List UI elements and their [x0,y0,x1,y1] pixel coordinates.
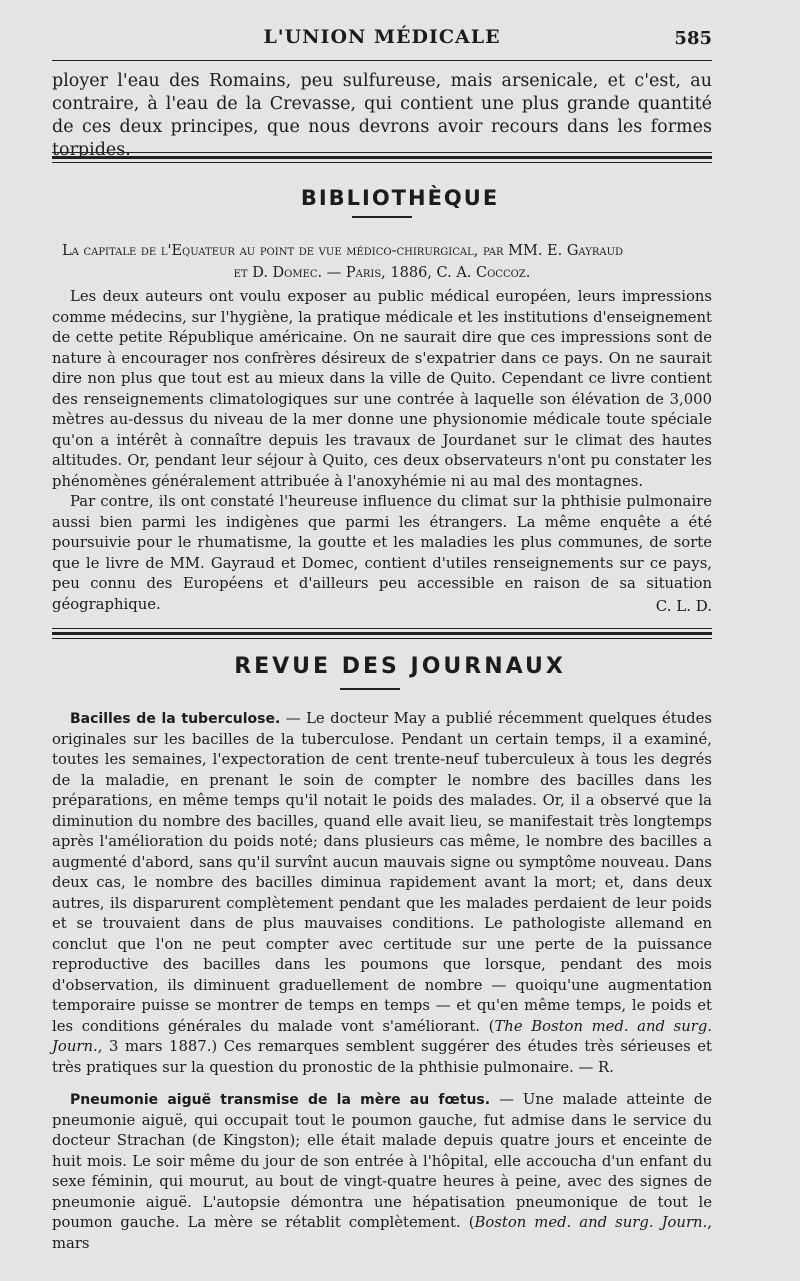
revue-heading-underline [340,688,400,690]
article-bacilles [52,709,712,1078]
bibliotheque-paragraph-2: Par contre, ils ont constaté l'heureuse influence du climat sur la phthisie pulmonaire aussi bien parmi les indigènes que parmi les étrangers. La même enquête a été poursuivie pour le rhumatisme, la goutte et les maladies les plus communes, de sorte que le livre de MM. Gayraud et Domec, contient d'utiles renseignements sur ce pays, peu connu des Européens et d'ailleurs peu accessible en raison de sa situation géographique. [52,493,712,613]
section-divider-bottom [52,162,712,163]
bibliotheque-paragraph-1: Les deux auteurs ont voulu exposer au public médical européen, leurs impressions comme médecins, sur l'hygiène, la pratique médicale et les institutions d'enseignement de cette petite République américaine. On ne saurait dire que ces impressions sont de nature à encourager nos confrères désireux de s'expatrier dans ce pays. On ne saurait dire non plus que tout est au mieux dans la ville de Quito. Cependant ce livre contient des renseignements climatologiques sur une contrée à laquelle son élévation de 3,000 mètres au-dessus du niveau de la mer donne une physionomie médicale toute spéciale qu'on a intérêt à connaître depuis les travaux de Jourdanet sur le climat des hautes altitudes. Or, pendant leur séjour à Quito, ces deux observateurs n'ont pu constater les phénomènes généralement attribuée à l'anoxyhémie ni au mal des montagnes. [52,288,712,490]
book-reference [52,240,712,284]
book-reference-line2: et D. Domec. — Paris, 1886, C. A. Coccoz. [233,265,531,281]
page-number: 585 [674,28,712,49]
bibliotheque-heading: BIBLIOTHÈQUE [300,186,500,210]
section-divider-2-bottom [52,638,712,639]
article-pneumonie [52,1090,712,1254]
section-divider-thick [52,156,712,159]
article-bacilles-text-b: , 3 mars 1887.) Ces remarques semblent suggérer des études très sérieuses et très pratiques sur la question du pronostic de la phthisie pulmonaire. — R. [52,1038,712,1076]
article-pneumonie-text-a: — Une malade atteinte de pneumonie aiguë, qui occupait tout le poumon gauche, fut admise dans le service du docteur Strachan (de Kingston); elle était malade depuis quatre jours et enceinte de huit mois. Le soir même du jour de son entrée à l'hôpital, elle accoucha d'un enfant du sexe féminin, qui mourut, au bout de vingt-quatre heures à peine, avec des signes de pneumonie aiguë. L'autopsie démontra une hépatisation pneumonique de tout le poumon gauche. La mère se rétablit complètement. ( [52,1091,712,1231]
article-pneumonie-citation: Boston med. and surg. Journ. [474,1214,708,1231]
article-bacilles-citation: The Boston med. and surg. Journ. [52,1017,712,1055]
running-title: L'UNION MÉDICALE [263,26,501,48]
article-bacilles-heading: Bacilles de la tuberculose. [70,711,281,727]
section-divider-2-top [52,628,712,629]
heading-underline [352,216,412,218]
header-rule [52,60,712,61]
lead-paragraph: ployer l'eau des Romains, peu sulfureuse, mais arsenicale, et c'est, au contraire, à l'eau de la Crevasse, qui contient une plus grande quantité de ces deux principes, que nous devrons avoir recours dans les formes torpides. [52,71,712,160]
section-divider-2-thick [52,632,712,635]
article-pneumonie-heading: Pneumonie aiguë transmise de la mère au fœtus. [70,1092,491,1108]
revue-heading: REVUE DES JOURNAUX [234,654,566,679]
book-reference-line1: La capitale de l'Equateur au point de vue médico-chirurgical, par MM. E. Gayraud [62,243,624,259]
review-signature: C. L. D. [655,597,712,615]
section-divider-top [52,152,712,153]
article-pneumonie-text-b: , mars [52,1214,712,1252]
article-bacilles-text-a: — Le docteur May a publié récemment quelques études originales sur les bacilles de la tuberculose. Pendant un certain temps, il a examiné, toutes les semaines, l'expectoration de cent trente-neuf tuberculeux à tous les degrés de la maladie, en prenant le soin de compter le nombre des bacilles dans les préparations, en même temps qu'il notait le poids des malades. Or, il a observé que la diminution du nombre des bacilles, quand elle avait lieu, se manifestait très longtemps après l'amélioration du poids noté; dans plusieurs cas même, le nombre des bacilles a augmenté d'abord, sans qu'il survînt aucun mauvais signe ou symptôme nouveau. Dans deux cas, le nombre des bacilles diminua rapidement avant la mort; et, dans deux autres, ils disparurent complètement pendant que les malades perdaient de leur poids et se trouvaient dans de plus mauvaises conditions. Le pathologiste allemand en conclut que l'on ne peut compter avec certitude sur une perte de la puissance reproductive des bacilles dans les poumons que lorsque, pendant des mois d'observation, ils diminuent graduellement de nombre — quoiqu'une augmentation temporaire puisse se montrer de temps en temps — et qu'en même temps, le poids et les conditions générales du malade vont s'améliorant. ( [52,710,713,1035]
page-header [52,20,712,60]
